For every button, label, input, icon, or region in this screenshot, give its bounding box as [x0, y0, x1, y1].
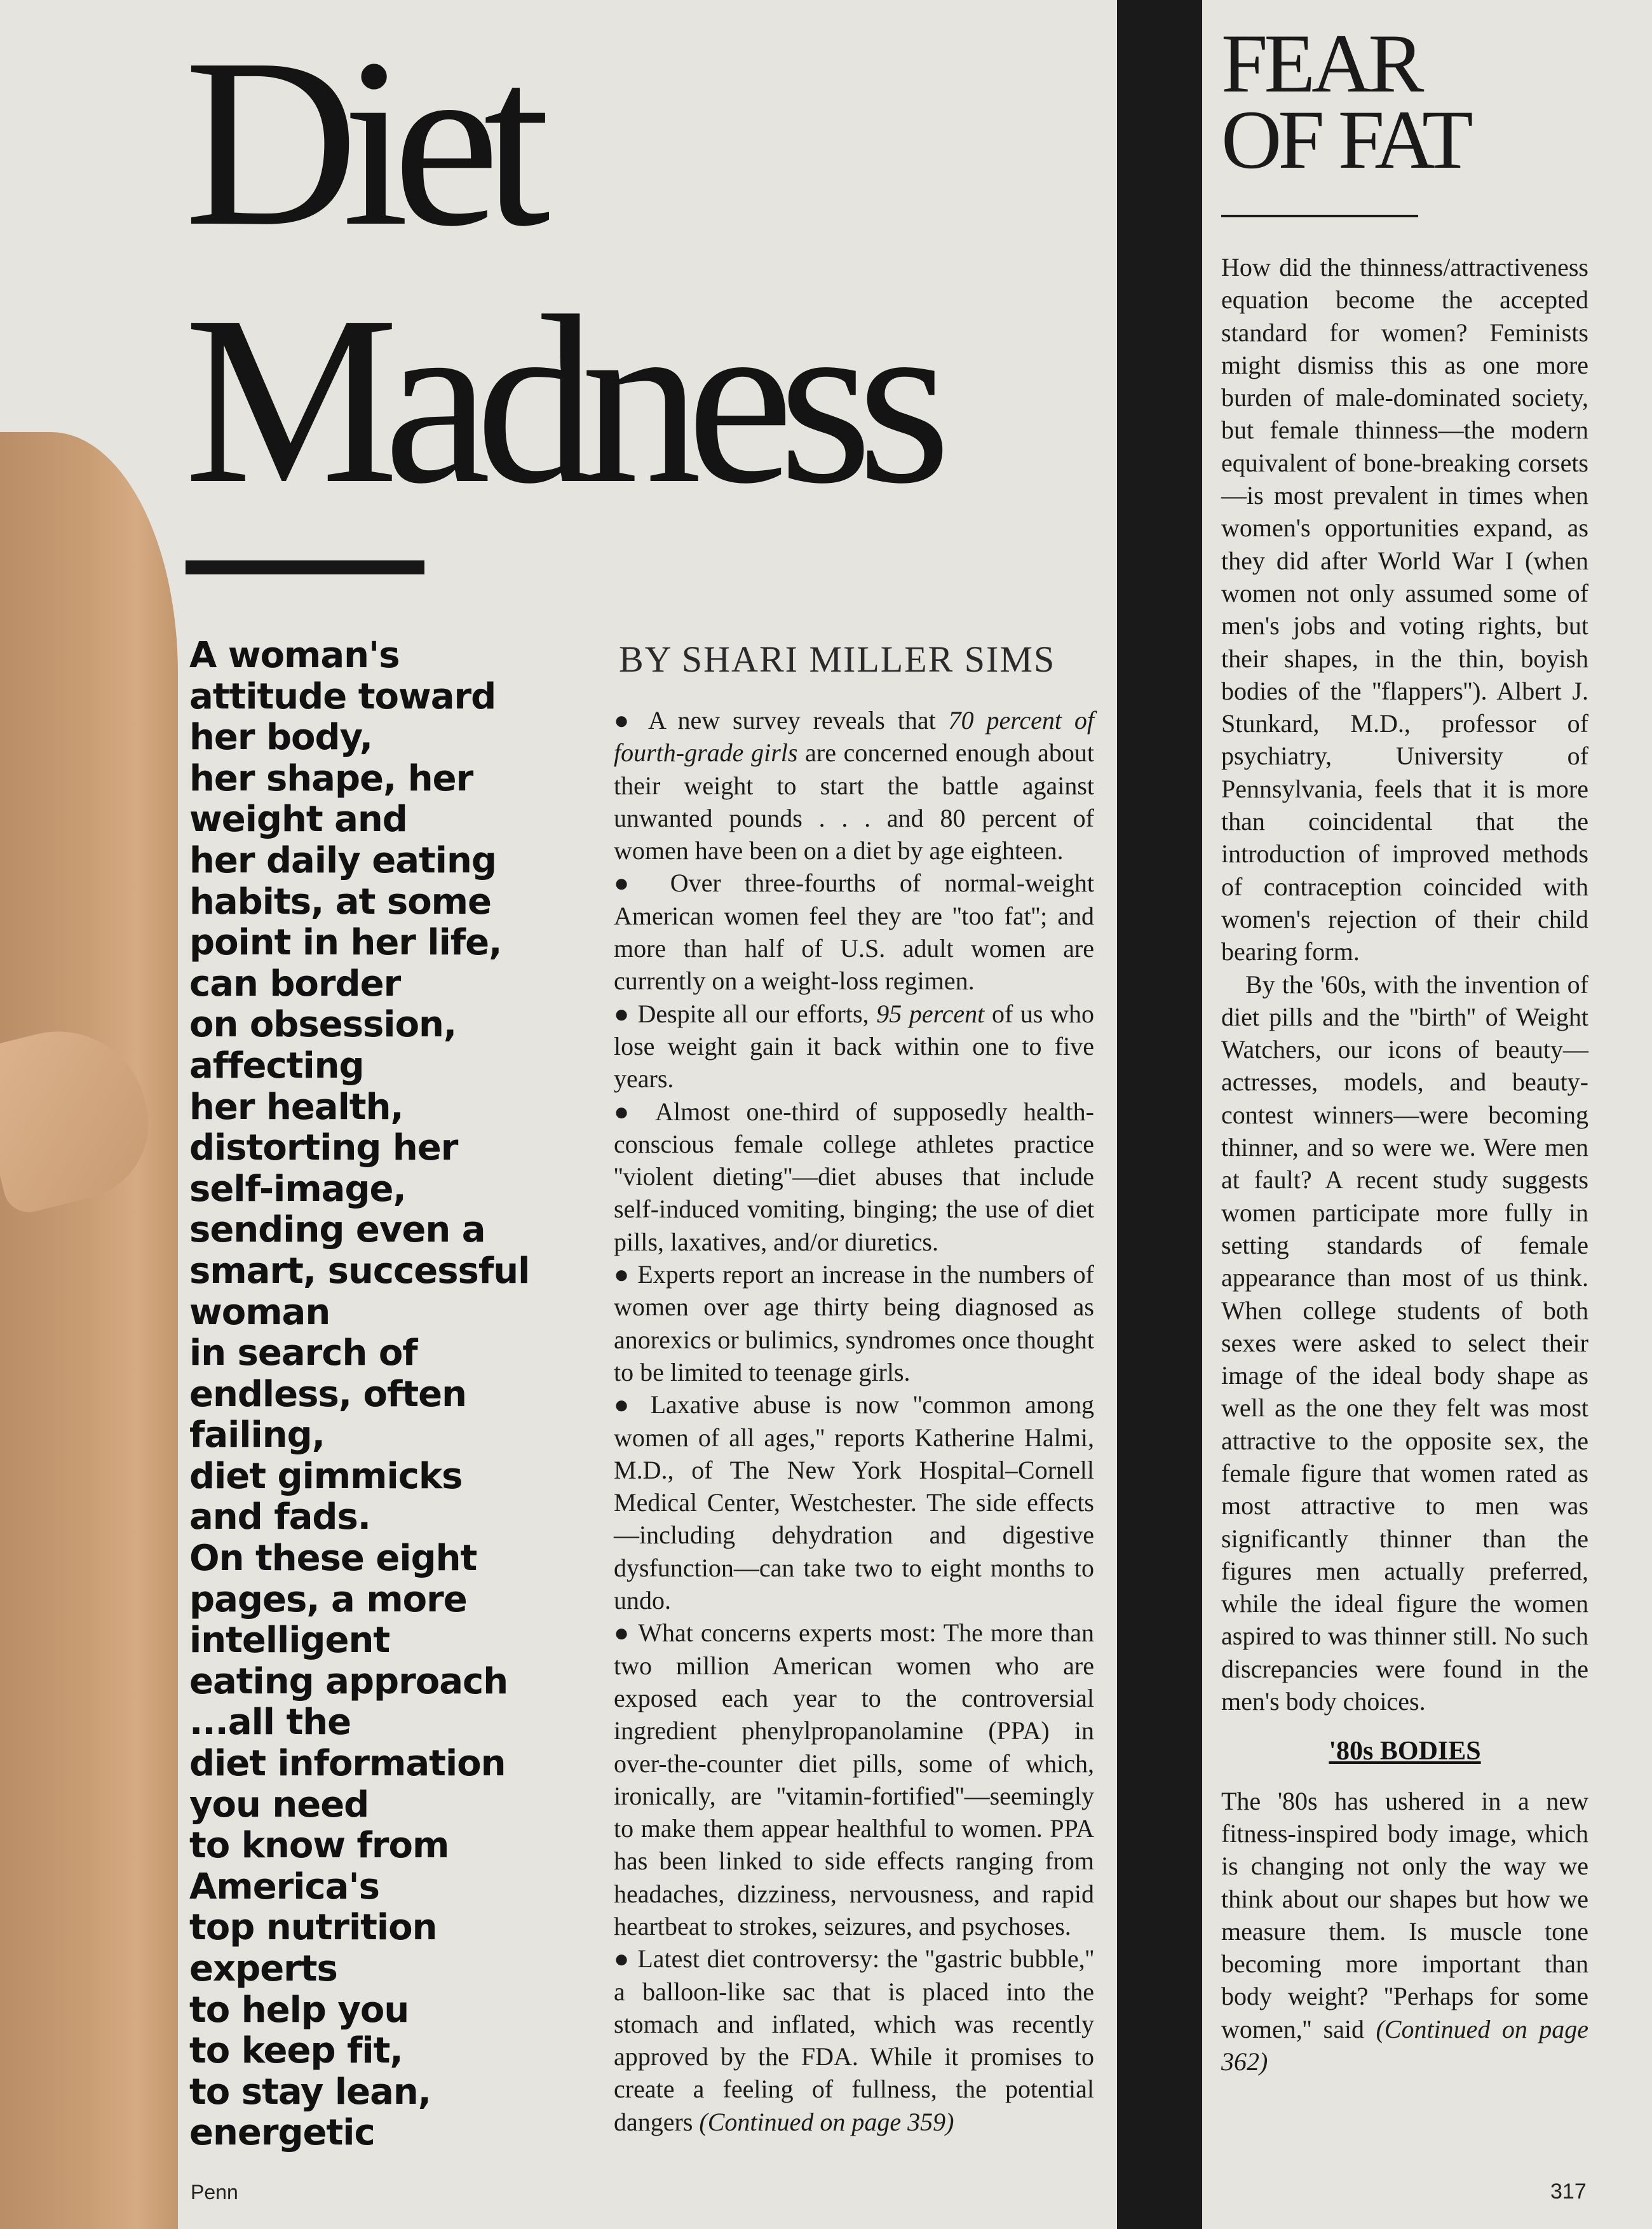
deck-text: A woman's attitude toward her body, her shape, her weight and her daily eating habits, at some point in her life, can border on obsession, affecting her health, distorting her self-image, sending even a smart, successful woman in search of endless, often failing, diet gimmicks and fads. On these eight pages, a more intelligent eating approach ...all the diet information you need to know from America's top nutrition experts to help you to keep fit, to stay lean, energetic — [189, 635, 530, 2154]
headline-line-2: Madness — [184, 266, 936, 534]
bullet-paragraph: ● What concerns experts most: The more than two million American women who are exposed each year to the controversial ingredient phenylpropanolamine (PPA) in over-the-counter diet pills, some of which, ironically, are ''vitamin-fortified''—seemingly to make them appear healthful to women. PPA has been linked to side effects ranging from headaches, dizziness, nervousness, and rapid heartbeat to strokes, seizures, and psychoses. — [614, 1616, 1094, 1942]
black-divider-band — [1117, 0, 1202, 2229]
sidebar-paragraph: By the '60s, with the invention of diet pills and the ''birth'' of Weight Watchers, our icons of beauty—actresses, models, and beauty-contest winners—were becoming thinner, and so were we. Were men at fault? A recent study suggests women participate more fully in setting standards of female appearance than most of us think. When college students of both sexes were asked to select their image of the ideal body shape as well as the one they felt was most attractive to the opposite sex, the female figure that women rated as most attractive to men was significantly thinner than the figures men actually preferred, while the ideal figure the women aspired to was thinner still. No such discrepancies were found in the men's body choices. — [1221, 970, 1588, 1716]
sidebar-title-rule — [1221, 215, 1418, 217]
sidebar-title: FEAR OF FAT — [1221, 17, 1470, 186]
right-column — [1221, 251, 1588, 2078]
photo-credit: Penn — [191, 2181, 238, 2204]
bullet-paragraph: ● Latest diet controversy: the ''gastric bubble,'' a balloon-like sac that is placed into the stomach and inflated, which was recently approved by the FDA. While it promises to create a feeling of fullness, the potential dangers (Continued on page 359) — [614, 1942, 1094, 2138]
middle-column — [614, 704, 1094, 2138]
sidebar-paragraph: The '80s has ushered in a new fitness-inspired body image, which is changing not only the way we think about our shapes but how we measure them. Is muscle tone becoming more important than body weight? ''Perhaps for some women,'' said (Continued on page 362) — [1221, 1786, 1588, 2077]
bullet-paragraph: ● Experts report an increase in the numbers of women over age thirty being diagnosed as anorexics or bulimics, syndromes once thought to be limited to teenage girls. — [614, 1258, 1094, 1388]
bullet-paragraph: ● Laxative abuse is now ''common among women of all ages,'' reports Katherine Halmi, M.D., of The New York Hospital–Cornell Medical Center, Westchester. The side effects—including dehydration and digestive dysfunction—can take two to eight months to undo. — [614, 1388, 1094, 1616]
continued-note: (Continued on page 362) — [1221, 2014, 1588, 2077]
bullet-paragraph: ● Despite all our efforts, 95 percent of us who lose weight gain it back within one to five years. — [614, 998, 1094, 1095]
bullet-paragraph: ● Almost one-third of supposedly health-conscious female college athletes practice ''violent dieting''—diet abuses that include self-induced vomiting, binging; the use of diet pills, laxatives, and/or diuretics. — [614, 1095, 1094, 1258]
page-number: 317 — [1550, 2179, 1587, 2204]
section-heading: '80s BODIES — [1329, 1737, 1481, 1766]
bullet-paragraph: ● Over three-fourths of normal-weight American women feel they are ''too fat''; and more than half of U.S. adult women are currently on a weight-loss regimen. — [614, 867, 1094, 997]
byline: BY SHARI MILLER SIMS — [619, 639, 1056, 680]
sidebar-paragraph: How did the thinness/attractiveness equation become the accepted standard for women? Feminists might dismiss this as one more burden of male-dominated society, but female thinness—the modern equivalent of bone-breaking corsets—is most prevalent in times when women's opportunities expand, as they did after World War I (when women not only assumed some of men's jobs and voting rights, but their shapes, in the thin, boyish bodies of the ''flappers''). Albert J. Stunkard, M.D., professor of psychiatry, University of Pennsylvania, feels that it is more than coincidental that the introduction of improved methods of contraception coincided with women's rejection of their child bearing form. — [1221, 253, 1588, 966]
bullet-paragraph: ● A new survey reveals that 70 percent of fourth-grade girls are concerned enough about their weight to start the battle against unwanted pounds . . . and 80 percent of women have been on a diet by age eighteen. — [614, 704, 1094, 867]
headline-rule — [186, 560, 424, 574]
figure-photograph — [0, 432, 178, 2229]
continued-note: (Continued on page 359) — [699, 2107, 954, 2136]
headline-line-1: Diet — [184, 9, 534, 276]
